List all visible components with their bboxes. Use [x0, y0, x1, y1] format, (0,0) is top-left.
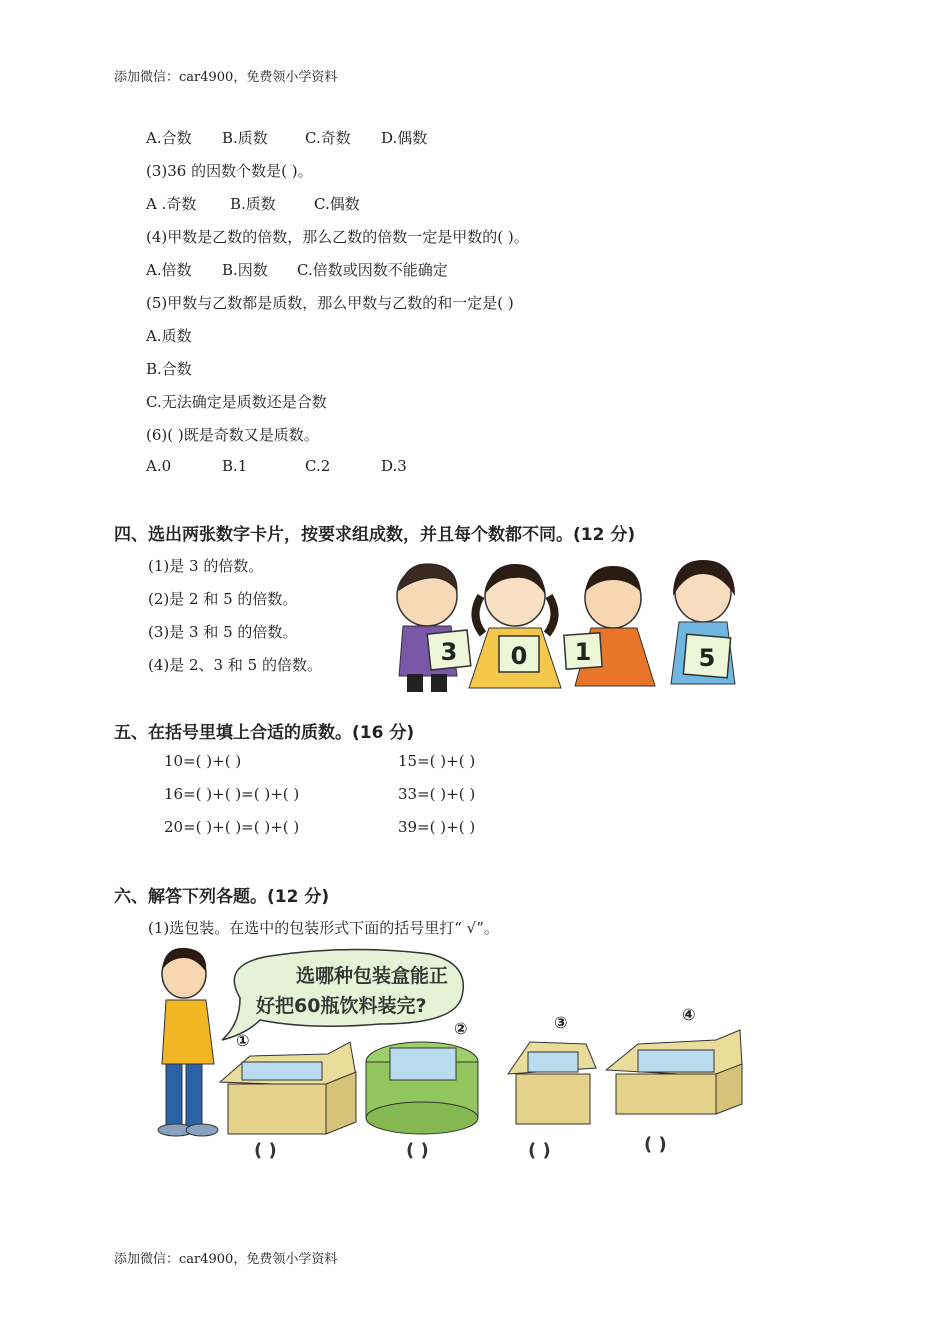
card-label: 5	[698, 644, 716, 672]
box-1	[220, 1031, 356, 1161]
answer-paren[interactable]: ( )	[528, 1140, 551, 1161]
option: C.奇数	[305, 129, 351, 147]
section4-item-3: (3)是 3 和 5 的倍数。	[148, 623, 298, 641]
option: B.1	[222, 457, 248, 475]
packaging-illustration	[150, 944, 750, 1166]
child-1	[397, 564, 457, 692]
q6-options	[146, 457, 407, 475]
box-number: ①	[236, 1031, 250, 1050]
equation-left-2: 16=( )+( )=( )+( )	[164, 785, 300, 803]
box-4	[606, 1005, 742, 1155]
q5-option-b: B.合数	[146, 360, 192, 378]
section6-title: 六、解答下列各题。(12 分)	[114, 887, 330, 907]
section5-title: 五、在括号里填上合适的质数。(16 分)	[114, 723, 415, 743]
q3-stem: (3)36 的因数个数是( )。	[146, 162, 313, 180]
page-header: 添加微信：car4900，免费领小学资料	[114, 70, 338, 85]
option: D.3	[381, 457, 407, 475]
card-5	[683, 634, 730, 678]
section4-item-1: (1)是 3 的倍数。	[148, 557, 264, 575]
children-with-number-cards	[385, 556, 747, 696]
equation-right-1: 15=( )+( )	[398, 752, 476, 770]
card-label: 1	[574, 638, 592, 666]
option: A.合数	[146, 129, 192, 147]
option: C.偶数	[314, 195, 360, 213]
q4-options	[146, 259, 448, 280]
box-2	[366, 1019, 478, 1161]
q4-stem: (4)甲数是乙数的倍数，那么乙数的倍数一定是甲数的( )。	[146, 228, 529, 246]
option: A.倍数	[146, 261, 192, 279]
option: B.因数	[222, 261, 268, 279]
option: B.质数	[222, 129, 268, 147]
answer-paren[interactable]: ( )	[644, 1134, 667, 1155]
answer-paren[interactable]: ( )	[406, 1140, 429, 1161]
answer-paren[interactable]: ( )	[254, 1140, 277, 1161]
section4-item-2: (2)是 2 和 5 的倍数。	[148, 590, 298, 608]
card-label: 3	[440, 638, 458, 666]
option: C.倍数或因数不能确定	[297, 261, 448, 279]
bubble-line-2: 好把60瓶饮料装完?	[256, 995, 427, 1017]
q5-stem: (5)甲数与乙数都是质数，那么甲数与乙数的和一定是( )	[146, 294, 514, 312]
equation-left-1: 10=( )+( )	[164, 752, 242, 770]
section4-item-4: (4)是 2、3 和 5 的倍数。	[148, 656, 322, 674]
equation-right-2: 33=( )+( )	[398, 785, 476, 803]
section6-q1: (1)选包装。在选中的包装形式下面的括号里打“ √”。	[148, 919, 499, 937]
section4-title: 四、选出两张数字卡片，按要求组成数，并且每个数都不同。(12 分)	[114, 525, 636, 545]
q5-option-a: A.质数	[146, 327, 192, 345]
q6-stem: (6)( )既是奇数又是质数。	[146, 426, 319, 444]
card-3	[427, 630, 471, 670]
card-label: 0	[510, 642, 528, 670]
equation-left-3: 20=( )+( )=( )+( )	[164, 818, 300, 836]
q5-option-c: C.无法确定是质数还是合数	[146, 393, 327, 411]
option: A .奇数	[146, 195, 197, 213]
q3-options	[146, 193, 360, 214]
equation-right-3: 39=( )+( )	[398, 818, 476, 836]
bubble-line-1: 选哪种包装盒能正	[296, 965, 449, 987]
option: C.2	[305, 457, 331, 475]
option: D.偶数	[381, 129, 428, 147]
box-3	[508, 1013, 596, 1161]
box-number: ③	[554, 1013, 568, 1032]
q2-options	[146, 127, 427, 148]
box-number: ②	[454, 1019, 468, 1038]
option: B.质数	[230, 195, 276, 213]
thinking-boy	[158, 948, 218, 1136]
option: A.0	[146, 457, 172, 475]
card-0	[499, 636, 539, 672]
box-number: ④	[682, 1005, 696, 1024]
card-1	[564, 633, 602, 669]
speech-bubble	[222, 949, 463, 1040]
page-footer: 添加微信：car4900，免费领小学资料	[114, 1252, 338, 1267]
